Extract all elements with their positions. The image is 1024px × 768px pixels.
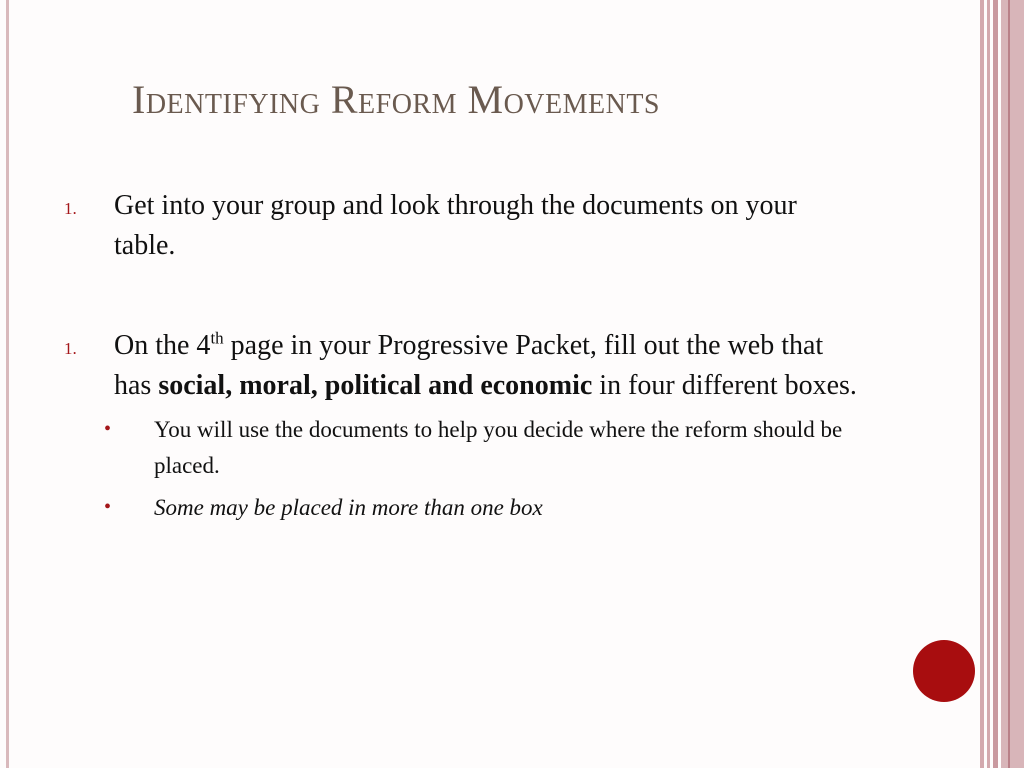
bullet-icon: •	[104, 496, 112, 518]
right-stripe	[980, 0, 984, 768]
list-item-text-pre: On the 4	[114, 330, 211, 361]
slide-title: Identifying Reform Movements	[132, 77, 661, 122]
right-stripe	[1008, 0, 1010, 768]
sub-list-item	[62, 412, 862, 484]
right-stripe	[1001, 0, 1024, 768]
sub-list-item-text: You will use the documents to help you decide where the reform should be placed.	[154, 417, 843, 478]
sub-list-item-text: Some may be placed in more than one box	[154, 495, 543, 520]
right-stripe	[987, 0, 990, 768]
right-stripe	[993, 0, 998, 768]
slide-content	[62, 186, 862, 526]
list-item-text-mid: page in your Progressive Packet, fill out the web that has	[114, 330, 824, 401]
bullet-icon: •	[104, 418, 112, 440]
decorative-circle	[913, 640, 975, 702]
list-number: 1.	[64, 339, 77, 358]
superscript: th	[210, 328, 224, 348]
left-border	[6, 0, 9, 768]
list-number: 1.	[64, 199, 77, 218]
list-item-text-bold: social, moral, political and economic	[158, 370, 593, 401]
sub-list-item	[62, 490, 862, 526]
list-item	[62, 326, 862, 406]
list-item	[62, 186, 862, 266]
list-item-text-post: in four different boxes.	[592, 370, 857, 401]
list-item-text: Get into your group and look through the documents on your table.	[114, 190, 797, 261]
